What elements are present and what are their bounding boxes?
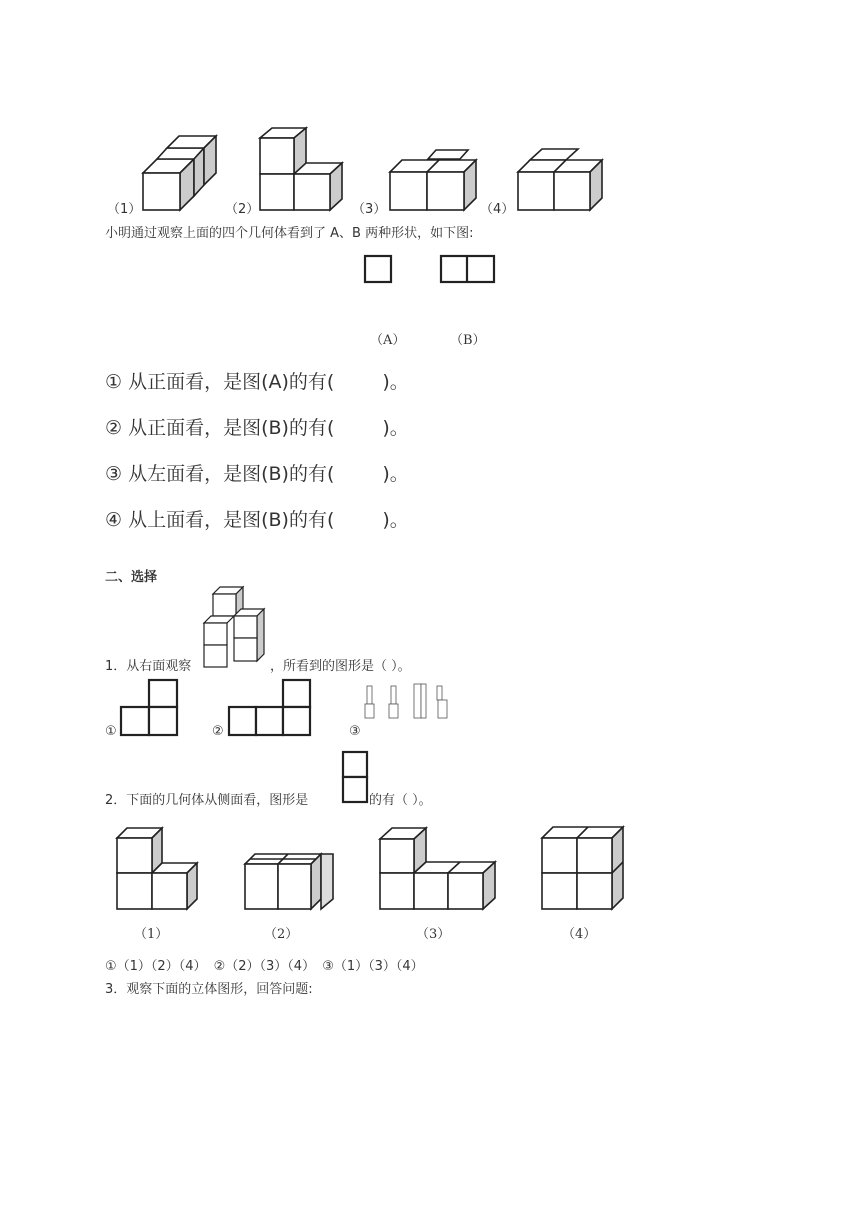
p2-solid-1	[117, 828, 197, 909]
question-3: ③ 从左面看，是图(B)的有( )。	[105, 463, 409, 485]
p1-suffix: ，所看到的图形是（ ）。	[270, 659, 411, 674]
fig-label-3: （3）	[352, 202, 387, 217]
p3-text: 3．观察下面的立体图形，回答问题:	[105, 982, 313, 997]
p2-solid-2	[245, 854, 333, 909]
p2-fig-label-3: （3）	[416, 927, 451, 942]
p2-fig-label-4: （4）	[562, 927, 597, 942]
fig-label-2: （2）	[225, 202, 260, 217]
section-heading: 二、选择	[105, 570, 158, 585]
fig-label-4: （4）	[480, 202, 515, 217]
p2-solid-4	[542, 827, 623, 909]
intro-text: 小明通过观察上面的四个几何体看到了 A、B 两种形状，如下图:	[105, 226, 474, 241]
p2-solid-3	[380, 828, 495, 909]
p2-fig-label-2: （2）	[264, 927, 299, 942]
question-1: ① 从正面看，是图(A)的有( )。	[105, 371, 409, 393]
p2-prefix: 2．下面的几何体从侧面看，图形是	[105, 793, 309, 808]
question-2: ② 从正面看，是图(B)的有( )。	[105, 417, 409, 439]
option-3: ③	[349, 724, 361, 739]
question-4: ④ 从上面看，是图(B)的有( )。	[105, 509, 409, 531]
shape-label-a: （A）	[370, 333, 406, 348]
option-2: ②	[212, 724, 224, 739]
p2-choices: ①（1）（2）（4） ②（2）（3）（4） ③（1）（3）（4）	[105, 959, 424, 974]
p1-prefix: 1．从右面观察	[105, 659, 192, 674]
option-1: ①	[105, 724, 117, 739]
fig-label-1: （1）	[107, 202, 142, 217]
p2-suffix: 的有（ ）。	[369, 793, 432, 808]
shape-label-b: （B）	[450, 333, 486, 348]
p2-fig-label-1: （1）	[134, 927, 169, 942]
